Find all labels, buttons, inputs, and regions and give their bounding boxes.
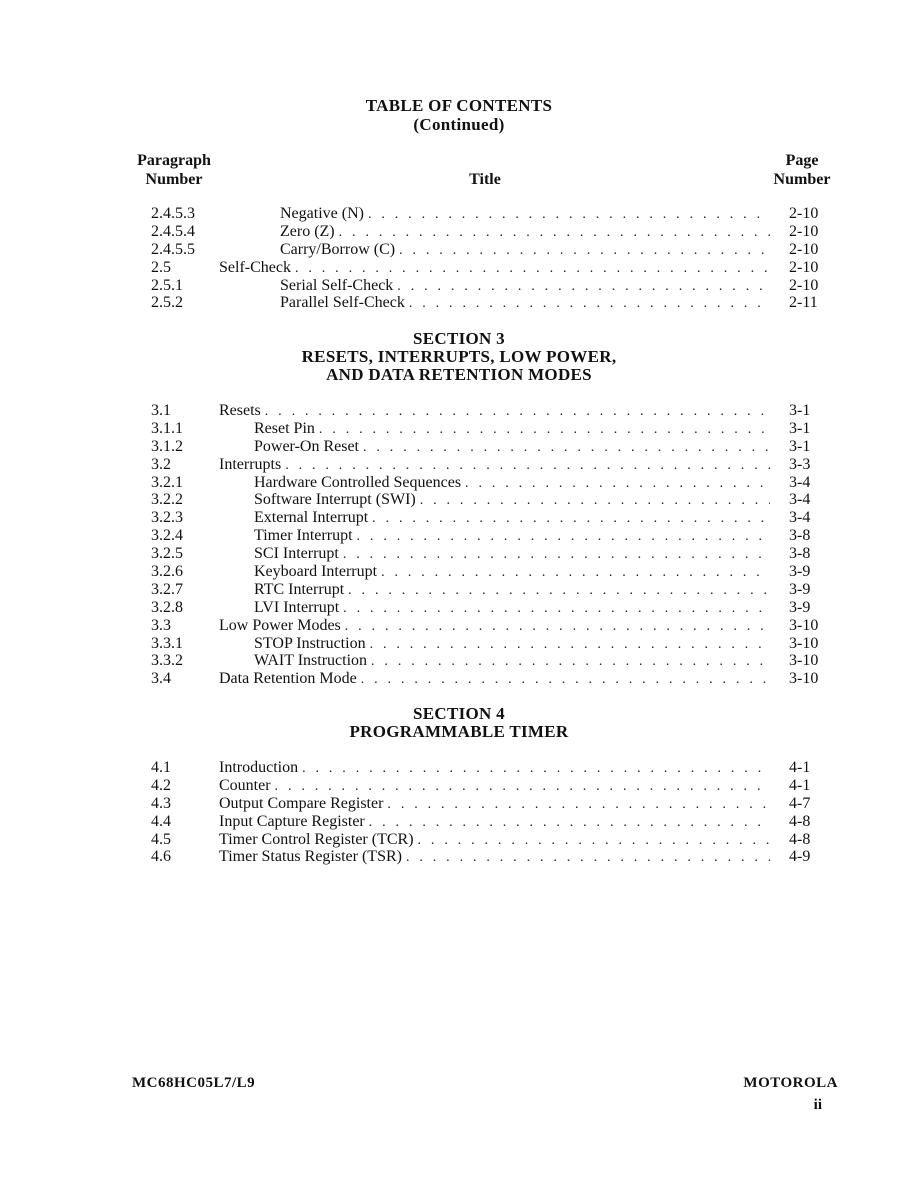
toc-row[interactable] [0, 205, 918, 223]
toc-row[interactable] [0, 670, 918, 688]
toc-row[interactable] [0, 581, 918, 599]
toc-row[interactable] [0, 223, 918, 241]
toc-row[interactable] [0, 795, 918, 813]
toc-number: 4.1 [151, 759, 171, 776]
toc-title-text: Introduction [219, 759, 299, 776]
toc-title-text: LVI Interrupt [254, 598, 340, 616]
toc-row[interactable] [0, 831, 918, 849]
toc-number: 4.4 [151, 812, 171, 830]
toc-title-text: Data Retention Mode [219, 670, 357, 688]
toc-title-text: Power-On Reset [254, 437, 359, 455]
toc-page: 2-10 [789, 258, 819, 276]
toc-row[interactable] [0, 420, 918, 438]
toc-number: 4.5 [151, 830, 171, 848]
toc-page: 3-4 [789, 473, 811, 491]
dot-leader [397, 278, 770, 296]
toc-number: 3.2.7 [151, 580, 183, 598]
toc-group-section4 [0, 759, 918, 866]
toc-title-text: RTC Interrupt [254, 580, 345, 598]
toc-page: 4-1 [789, 759, 811, 776]
toc-title-text: Resets [219, 402, 261, 419]
toc-page: 3-9 [789, 563, 811, 581]
dot-leader [302, 760, 770, 778]
dot-leader [319, 421, 770, 439]
toc-number: 3.3.1 [151, 634, 183, 652]
toc-page: 3-10 [789, 634, 819, 652]
dot-leader [406, 849, 770, 867]
toc-subtitle: (Continued) [413, 115, 505, 134]
toc-row[interactable] [0, 527, 918, 545]
paragraph-header-line2: Number [145, 171, 203, 188]
toc-row[interactable] [0, 438, 918, 456]
toc-page: 3-10 [789, 616, 819, 634]
toc-number: 3.1.1 [151, 419, 183, 437]
toc-title-text: Hardware Controlled Sequences [254, 473, 462, 491]
toc-page: 3-3 [789, 455, 811, 473]
toc-title-text: Software Interrupt (SWI) [254, 491, 416, 509]
toc-title-text: Timer Status Register (TSR) [219, 848, 402, 866]
toc-group-section3 [0, 402, 918, 688]
toc-page: 2-10 [789, 222, 819, 240]
toc-title-text: STOP Instruction [254, 634, 366, 652]
toc-title-text: Output Compare Register [219, 794, 384, 812]
toc-title-text: Serial Self-Check [280, 276, 394, 294]
toc-row[interactable] [0, 599, 918, 617]
toc-page: 2-11 [789, 294, 818, 312]
toc-row[interactable] [0, 563, 918, 581]
dot-leader [363, 439, 770, 457]
toc-row[interactable] [0, 759, 918, 777]
toc-number: 3.3.2 [151, 652, 183, 670]
toc-row[interactable] [0, 474, 918, 492]
toc-number: 2.4.5.4 [151, 222, 195, 240]
toc-number: 3.2.3 [151, 509, 183, 527]
toc-number: 3.3 [151, 616, 171, 634]
toc-page: 3-10 [789, 652, 819, 670]
toc-title-text: Parallel Self-Check [280, 294, 405, 312]
toc-row[interactable] [0, 456, 918, 474]
dot-leader [418, 832, 770, 850]
toc-number: 3.4 [151, 670, 171, 688]
page-header-line1: Page [785, 152, 819, 169]
dot-leader [275, 778, 770, 796]
toc-number: 3.2.5 [151, 545, 183, 563]
toc-row[interactable] [0, 509, 918, 527]
toc-number: 3.1.2 [151, 437, 183, 455]
dot-leader [420, 492, 770, 510]
toc-number: 2.4.5.5 [151, 240, 195, 258]
section3-heading-line2: RESETS, INTERRUPTS, LOW POWER, [301, 347, 617, 366]
dot-leader [343, 546, 770, 564]
dot-leader [357, 528, 770, 546]
toc-page: 4-8 [789, 812, 811, 830]
toc-number: 4.3 [151, 794, 171, 812]
toc-number: 3.2.6 [151, 563, 183, 581]
paragraph-number-header [128, 151, 220, 189]
toc-row[interactable] [0, 813, 918, 831]
toc-title-text: Reset Pin [254, 419, 315, 437]
page-number-header [764, 151, 840, 189]
footer-page-number: ii [813, 1097, 822, 1113]
toc-page: 3-4 [789, 509, 811, 527]
toc-row[interactable] [0, 617, 918, 635]
toc-title-text: Timer Control Register (TCR) [219, 830, 414, 848]
toc-page: 3-1 [789, 419, 811, 437]
toc-title-text: Keyboard Interrupt [254, 563, 378, 581]
title-header: Title [469, 171, 501, 188]
toc-group-section2 [0, 205, 918, 312]
toc-page: 3-4 [789, 491, 811, 509]
toc-number: 3.2.2 [151, 491, 183, 509]
dot-leader [465, 475, 770, 493]
toc-page: 3-8 [789, 527, 811, 545]
toc-row[interactable] [0, 241, 918, 259]
toc-number: 2.5.2 [151, 294, 183, 312]
dot-leader [345, 618, 770, 636]
dot-leader [369, 814, 770, 832]
toc-row[interactable] [0, 848, 918, 866]
toc-page: 4-1 [789, 776, 811, 794]
toc-page: 3-1 [789, 402, 811, 419]
toc-row[interactable] [0, 777, 918, 795]
toc-number: 3.2 [151, 455, 171, 473]
toc-page: 3-10 [789, 670, 819, 688]
toc-row[interactable] [0, 294, 918, 312]
toc-title-text: WAIT Instruction [254, 652, 368, 670]
toc-number: 4.6 [151, 848, 171, 866]
toc-title-text: Low Power Modes [219, 616, 341, 634]
toc-page: 2-10 [789, 240, 819, 258]
toc-title-text: Interrupts [219, 455, 282, 473]
section3-heading-line1: SECTION 3 [413, 329, 505, 348]
toc-page: 4-7 [789, 794, 811, 812]
dot-leader [387, 796, 770, 814]
toc-number: 3.2.1 [151, 473, 183, 491]
dot-leader [265, 403, 770, 421]
toc-page: 3-1 [789, 437, 811, 455]
dot-leader [381, 564, 770, 582]
toc-page: 4-8 [789, 830, 811, 848]
dot-leader [361, 671, 770, 689]
toc-row[interactable] [0, 545, 918, 563]
toc-title: TABLE OF CONTENTS [365, 96, 553, 115]
toc-title-text: Counter [219, 776, 271, 794]
toc-row[interactable] [0, 259, 918, 277]
dot-leader [339, 224, 770, 242]
toc-row[interactable] [0, 635, 918, 653]
toc-number: 3.2.4 [151, 527, 183, 545]
toc-title-text: Input Capture Register [219, 812, 365, 830]
toc-row[interactable] [0, 277, 918, 295]
toc-row[interactable] [0, 491, 918, 509]
toc-title-text: Zero (Z) [280, 222, 335, 240]
dot-leader [343, 600, 770, 618]
toc-number: 2.5.1 [151, 276, 183, 294]
toc-page: 3-9 [789, 580, 811, 598]
section4-heading-line2: PROGRAMMABLE TIMER [349, 722, 569, 741]
toc-title-text: External Interrupt [254, 509, 369, 527]
dot-leader [399, 242, 770, 260]
section3-heading-line3: AND DATA RETENTION MODES [326, 365, 592, 384]
toc-title-text: Negative (N) [280, 205, 364, 222]
toc-page: 2-10 [789, 205, 819, 222]
dot-leader [295, 260, 770, 278]
dot-leader [372, 510, 770, 528]
toc-page: 3-8 [789, 545, 811, 563]
dot-leader [409, 295, 770, 313]
toc-page: 3-9 [789, 598, 811, 616]
toc-page: 2-10 [789, 276, 819, 294]
toc-title-text: Carry/Borrow (C) [280, 240, 396, 258]
toc-number: 2.4.5.3 [151, 205, 195, 222]
dot-leader [368, 206, 770, 224]
dot-leader [371, 653, 770, 671]
section4-heading-line1: SECTION 4 [413, 704, 505, 723]
toc-number: 3.2.8 [151, 598, 183, 616]
toc-title-text: Self-Check [219, 258, 291, 276]
footer-company: MOTOROLA [743, 1075, 838, 1091]
page-header-line2: Number [773, 171, 831, 188]
footer-part-number: MC68HC05L7/L9 [132, 1075, 256, 1091]
toc-row[interactable] [0, 652, 918, 670]
paragraph-header-line1: Paragraph [137, 152, 211, 169]
toc-title-text: Timer Interrupt [254, 527, 353, 545]
dot-leader [370, 636, 770, 654]
toc-number: 2.5 [151, 258, 171, 276]
toc-number: 3.1 [151, 402, 171, 419]
toc-row[interactable] [0, 402, 918, 420]
toc-page: 4-9 [789, 848, 811, 866]
toc-title-text: SCI Interrupt [254, 545, 339, 563]
dot-leader [285, 457, 770, 475]
toc-number: 4.2 [151, 776, 171, 794]
dot-leader [348, 582, 770, 600]
